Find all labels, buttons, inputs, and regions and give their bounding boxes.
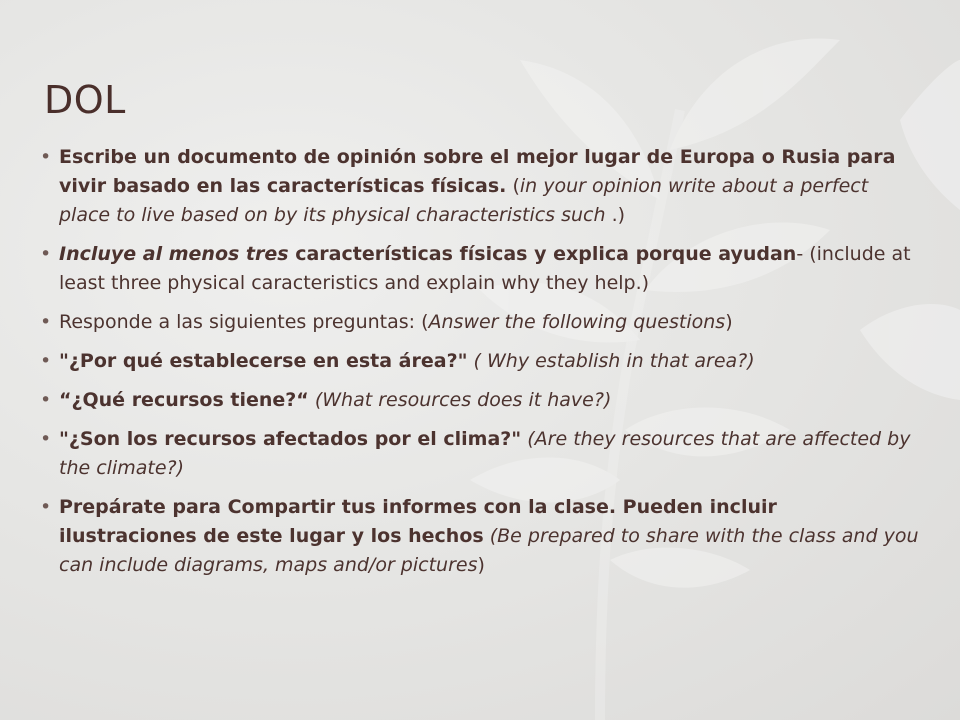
bullet-text-run: in your opinion write about a perfect place to live based on by its physical characteristics such bbox=[59, 175, 869, 226]
bullet-text-run: (Be prepared to share with the class and you can include diagrams, maps and/or pictures bbox=[59, 525, 919, 576]
bullet-text-run: ( bbox=[506, 175, 520, 197]
bullet-item bbox=[40, 493, 920, 580]
bullet-text-run: ( Why establish in that area?) bbox=[467, 350, 755, 372]
bullet-text-run: ) bbox=[725, 311, 733, 333]
bullet-text-run: ) bbox=[477, 554, 485, 576]
bullet-text-run: Escribe un documento de opinión sobre el mejor lugar de Europa o Rusia para vivir basado en las características físicas. bbox=[59, 146, 896, 197]
slide-title: DOL bbox=[44, 78, 126, 122]
bullet-item bbox=[40, 386, 920, 415]
bullet-item bbox=[40, 425, 920, 483]
bullet-text-run: "¿Por qué establecerse en esta área?" bbox=[59, 350, 468, 372]
bullet-text-run: Prepárate para Compartir tus informes con la clase. Pueden incluir ilustraciones de este lugar y los hechos bbox=[59, 496, 777, 547]
bullet-text-run: Answer the following questions bbox=[428, 311, 726, 333]
bullet-text-run: .) bbox=[605, 204, 626, 226]
bullet-text-run: "¿Son los recursos afectados por el clima?" bbox=[59, 428, 522, 450]
bullet-text-run: características físicas y explica porque ayudan bbox=[288, 243, 797, 265]
bullet-text-run: (Are they resources that are affected by the climate?) bbox=[59, 428, 911, 479]
bullet-text-run: “¿Qué recursos tiene?“ bbox=[59, 389, 309, 411]
bullet-text-run: (What resources does it have?) bbox=[308, 389, 612, 411]
bullet-list bbox=[40, 143, 920, 590]
bullet-item bbox=[40, 308, 920, 337]
bullet-text-run: Incluye al menos tres bbox=[59, 243, 289, 265]
bullet-item bbox=[40, 240, 920, 298]
bullet-item bbox=[40, 347, 920, 376]
bullet-text-run: - (include at least three physical caracteristics and explain why they help.) bbox=[59, 243, 911, 294]
bullet-item bbox=[40, 143, 920, 230]
bullet-text-run: Responde a las siguientes preguntas: ( bbox=[59, 311, 429, 333]
